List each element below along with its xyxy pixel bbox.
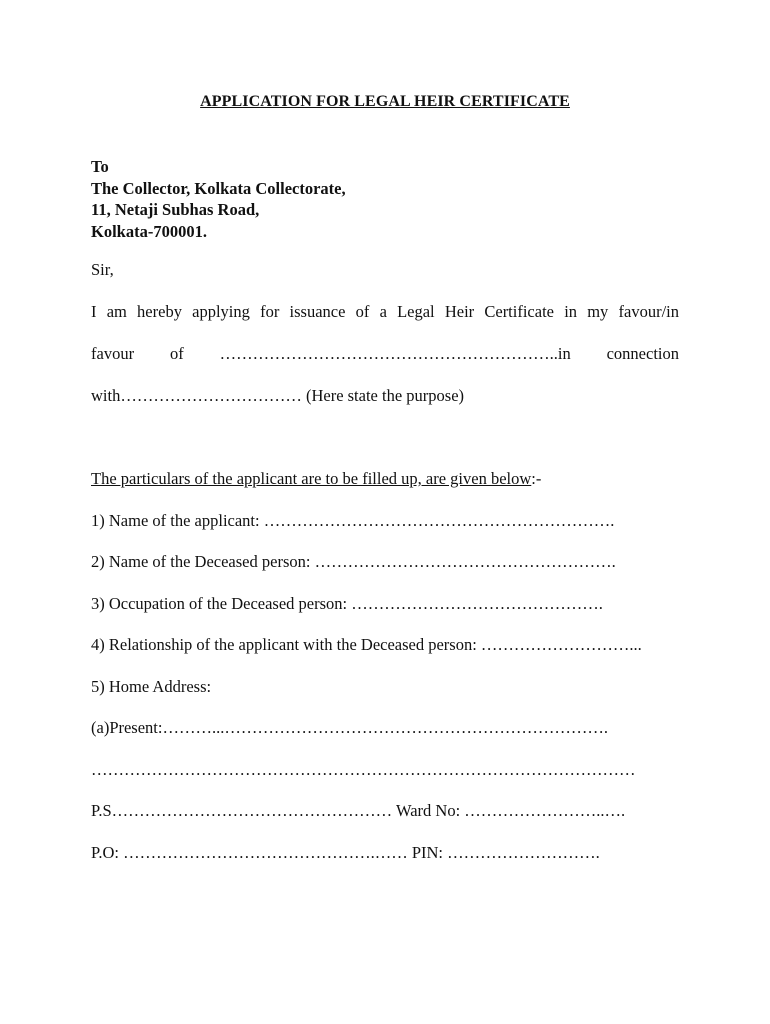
particulars-heading-suffix: :-	[531, 469, 542, 488]
field-ps-ward: P.S…………………………………………… Ward No: ……………………..….	[91, 801, 626, 820]
body-line-1: I am hereby applying for issuance of a Legal Heir Certificate in my favour/in	[91, 302, 679, 321]
address-line: To	[91, 157, 109, 176]
salutation: Sir,	[91, 260, 114, 279]
body-word: connection	[606, 344, 679, 363]
body-line-2	[91, 344, 679, 364]
body-blank: ……………………………………………………..in	[219, 344, 571, 363]
field-deceased-occupation: 3) Occupation of the Deceased person: ……………………………………….	[91, 594, 603, 613]
particulars-heading-text: The particulars of the applicant are to be filled up, are given below	[91, 469, 532, 488]
address-line: 11, Netaji Subhas Road,	[91, 200, 260, 219]
field-applicant-name: 1) Name of the applicant: ……………………………………………………….	[91, 511, 615, 530]
field-deceased-name: 2) Name of the Deceased person: ……………………………………………….	[91, 552, 616, 571]
body-word: of	[169, 344, 184, 363]
field-relationship: 4) Relationship of the applicant with the Deceased person: ………………………...	[91, 635, 642, 654]
field-present-address: (a)Present:………...…………………………………………………………….	[91, 718, 608, 737]
body-line-3: with…………………………… (Here state the purpose)	[91, 386, 465, 405]
recipient-address	[91, 156, 346, 242]
address-line: The Collector, Kolkata Collectorate,	[91, 178, 346, 198]
document-title: APPLICATION FOR LEGAL HEIR CERTIFICATE	[200, 93, 570, 110]
field-po-pin: P.O: ……………………………………….…… PIN: ……………………….	[91, 843, 600, 862]
particulars-heading	[91, 469, 541, 489]
body-word: favour	[91, 344, 135, 363]
field-address-continuation: ………………………………………………………………………………………	[91, 760, 636, 779]
address-line: Kolkata-700001.	[91, 221, 207, 241]
field-home-address: 5) Home Address:	[91, 677, 212, 696]
